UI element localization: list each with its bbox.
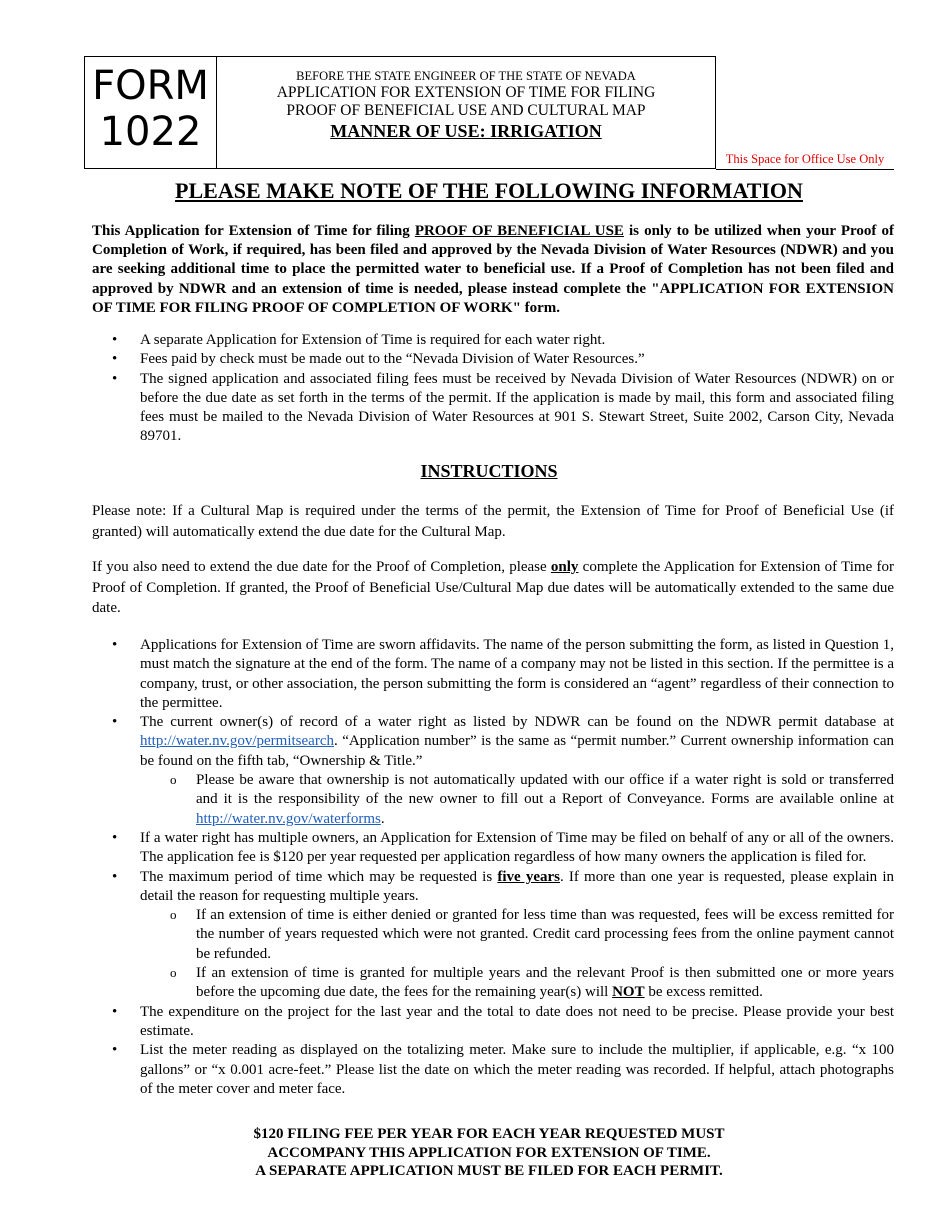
permit-search-link[interactable]: http://water.nv.gov/permitsearch [140,733,334,750]
instructions-list [92,636,894,1099]
office-use-divider [716,169,894,170]
emphasis-not: NOT [612,984,645,1001]
item-text: The maximum period of time which may be requested is [140,868,498,885]
office-use-label: This Space for Office Use Only [725,152,885,166]
list-item [92,713,894,829]
proof-of-completion-note [92,557,894,619]
item-text: If an extension of time is granted for multiple years and the relevant Proof is then submitted one or more years before the upcoming due date, the fees for the remaining year(s) will [196,965,894,1001]
list-item: • The expenditure on the project for the last year and the total to date does not need to be precise. Please provide your best estimate. [92,1003,894,1042]
sub-list [140,771,894,829]
item-text: Please be aware that ownership is not automatically updated with our office if a water right is sold or transferred and it is the responsibility of the new owner to fill out a Report of Conveyance. Forms are available online at [196,772,894,808]
list-item: • A separate Application for Extension of Time is required for each water right. [92,331,894,350]
fee-notice-line3: A SEPARATE APPLICATION MUST BE FILED FOR EACH PERMIT. [255,1163,723,1180]
list-item: • The signed application and associated filing fees must be received by Nevada Division of Water Resources (NDWR) on or before the due date as set forth in the terms of the permit. If the application is made by mail, this form and associated filing fees must be mailed to the Nevada Division of Water Resources at 901 S. Stewart Street, Suite 2002, Carson City, Nevada 89701. [92,370,894,447]
water-forms-link[interactable]: http://water.nv.gov/waterforms [196,810,381,827]
item-text: . [380,810,385,827]
instructions-heading: INSTRUCTIONS [420,461,558,481]
sub-list [140,906,894,1002]
list-item: • Fees paid by check must be made out to the “Nevada Division of Water Resources.” [92,350,894,369]
sub-list-item: o If an extension of time is either denied or granted for less time than was requested, fees will be excess remitted for the number of years requested which were not granted. Credit card processing fees from the online payment cannot be refunded. [140,906,894,964]
form-label: FORM [92,63,209,109]
intro-text-2: is only to be utilized when your Proof of Completion of Work, if required, has been filed and approved by the Nevada Division of Water Resources (NDWR) and you are seeking additional time to place the permitted water to beneficial use. If a Proof of Completion has not been filed and approved by NDWR and an extension of time is needed, please instead complete the "APPLICATION FOR EXTENSION OF TIME FOR FILING PROOF OF COMPLETION OF WORK" form. [92,223,894,316]
form-header-box [84,56,716,169]
intro-underlined: PROOF OF BENEFICIAL USE [414,223,624,239]
note-text: If you also need to extend the due date for the Proof of Completion, please [92,559,551,575]
authority-line: BEFORE THE STATE ENGINEER OF THE STATE OF NEVADA [296,69,636,83]
cultural-map-note: Please note: If a Cultural Map is required under the terms of the permit, the Extension of Time for Proof of Beneficial Use (if granted) will automatically extend the due date for the Cultural Map. [92,503,894,540]
notes-list [92,331,894,447]
form-number-value: 1022 [99,109,202,155]
form-number [85,57,217,168]
list-item: • List the meter reading as displayed on the totalizing meter. Make sure to include the multiplier, if applicable, e.g. “x 100 gallons” or “x 0.001 acre-feet.” Please list the date on which the meter reading was recorded. If helpful, attach photographs of the meter cover and meter face. [92,1041,894,1099]
item-text: be excess remitted. [644,984,763,1001]
list-item: • Applications for Extension of Time are sworn affidavits. The name of the person submitting the form, as listed in Question 1, must match the signature at the end of the form. The name of a company may not be listed in this section. If the permittee is a company, trust, or other association, the person submitting the form is considered an “agent” regardless of their connection to the permittee. [92,636,894,713]
note-text: complete the Application for Extension of Time for Proof of Completion. If granted, the Proof of Beneficial Use/Cultural Map due dates will be automatically extended to the same due date. [92,559,894,616]
fee-notice-line2: ACCOMPANY THIS APPLICATION FOR EXTENSION OF TIME. [267,1144,711,1161]
sub-list-item [140,964,894,1003]
item-text: The current owner(s) of record of a water right as listed by NDWR can be found on the NDWR permit database at [140,714,894,731]
form-title-line2: PROOF OF BENEFICIAL USE AND CULTURAL MAP [286,102,646,119]
main-heading: PLEASE MAKE NOTE OF THE FOLLOWING INFORMATION [175,178,803,203]
manner-of-use: MANNER OF USE: IRRIGATION [330,121,602,141]
intro-text-1: This Application for Extension of Time for filing [92,223,415,239]
item-text: . “Application number” is the same as “permit number.” Current ownership information can be found on the fifth tab, “Ownership & Title.” [140,733,894,769]
list-item: • If a water right has multiple owners, an Application for Extension of Time may be filed on behalf of any or all of the owners. The application fee is $120 per year requested per application regardless of how many owners the application is filed for. [92,829,894,868]
emphasis-only: only [550,559,579,575]
sub-list-item [140,771,894,829]
form-title-block [217,68,715,142]
item-text: . If more than one year is requested, please explain in detail the reason for requesting multiple years. [140,868,894,904]
emphasis-five-years: five years [497,868,560,885]
fee-notice [84,1125,894,1181]
form-title-line1: APPLICATION FOR EXTENSION OF TIME FOR FILING [276,84,656,101]
intro-paragraph [92,222,894,318]
list-item [92,868,894,1003]
fee-notice-line1: $120 FILING FEE PER YEAR FOR EACH YEAR REQUESTED MUST [253,1126,725,1142]
